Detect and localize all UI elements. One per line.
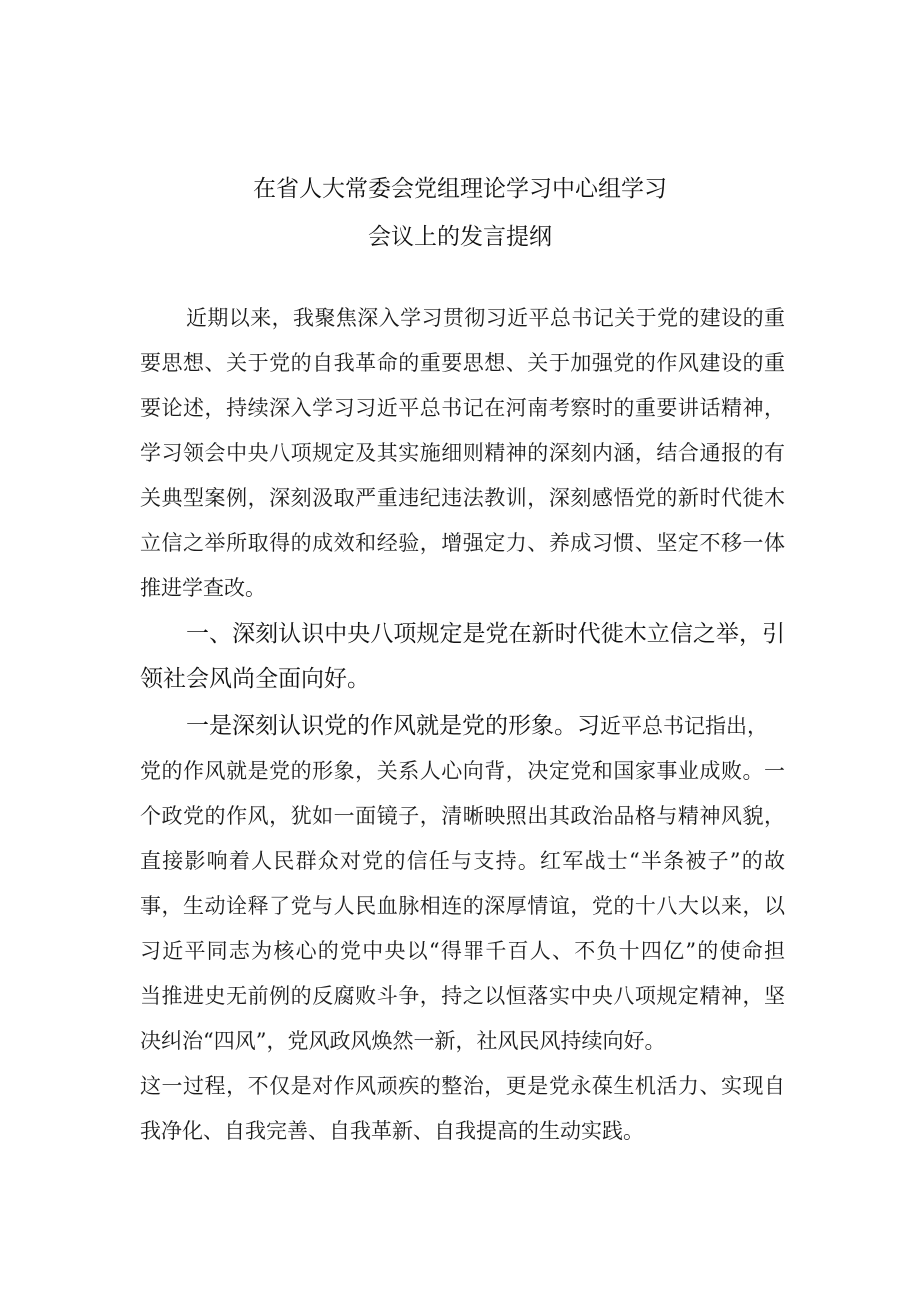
paragraph-2-line: 事，生动诠释了党与人民血脉相连的深厚情谊，党的十八大以来，以	[140, 894, 785, 918]
subpoint-1-text: 近平总书记指出，	[600, 714, 768, 738]
subpoint-1-heading: 一是深刻认识党的作风就是党的形象。习	[186, 713, 600, 739]
paragraph-2-line: 个政党的作风，犹如一面镜子，清晰映照出其政治品格与精神风貌，	[140, 804, 785, 828]
paragraph-1-line: 近期以来，我聚焦深入学习贯彻习近平总书记关于党的建设的重	[186, 306, 785, 330]
paragraph-3-line: 这一过程，不仅是对作风顽疾的整治，更是党永葆生机活力、实现自	[140, 1074, 785, 1098]
paragraph-1-line: 学习领会中央八项规定及其实施细则精神的深刻内涵，结合通报的有	[140, 441, 785, 465]
paragraph-1-line: 要论述，持续深入学习习近平总书记在河南考察时的重要讲话精神，	[140, 396, 785, 420]
subpoint-1-line	[186, 710, 785, 745]
document-title-line-1: 在省人大常委会党组理论学习中心组学习	[253, 176, 667, 202]
paragraph-1-line: 要思想、关于党的自我革命的重要思想、关于加强党的作风建设的重	[140, 351, 785, 375]
paragraph-1-line: 立信之举所取得的成效和经验，增强定力、养成习惯、坚定不移一体	[140, 531, 785, 555]
paragraph-1-line: 推进学查改。	[140, 576, 266, 600]
paragraph-2-line: 党的作风就是党的形象，关系人心向背，决定党和国家事业成败。一	[140, 759, 785, 783]
paragraph-2-line: 当推进史无前例的反腐败斗争，持之以恒落实中央八项规定精神，坚	[140, 984, 785, 1008]
document-title-line-2: 会议上的发言提纲	[368, 224, 552, 250]
paragraph-2-line: 习近平同志为核心的党中央以“得罪千百人、不负十四亿”的使命担	[140, 939, 785, 963]
section-1-heading-line: 一、深刻认识中央八项规定是党在新时代徙木立信之举，引	[186, 621, 785, 647]
paragraph-1-line: 关典型案例，深刻汲取严重违纪违法教训，深刻感悟党的新时代徙木	[140, 486, 785, 510]
section-1-heading-line: 领社会风尚全面向好。	[140, 666, 370, 692]
paragraph-2-line: 决纠治“四风”，党风政风焕然一新，社风民风持续向好。	[140, 1029, 666, 1053]
paragraph-3-line: 我净化、自我完善、自我革新、自我提高的生动实践。	[140, 1119, 644, 1143]
paragraph-2-line: 直接影响着人民群众对党的信任与支持。红军战士“半条被子”的故	[140, 849, 785, 873]
